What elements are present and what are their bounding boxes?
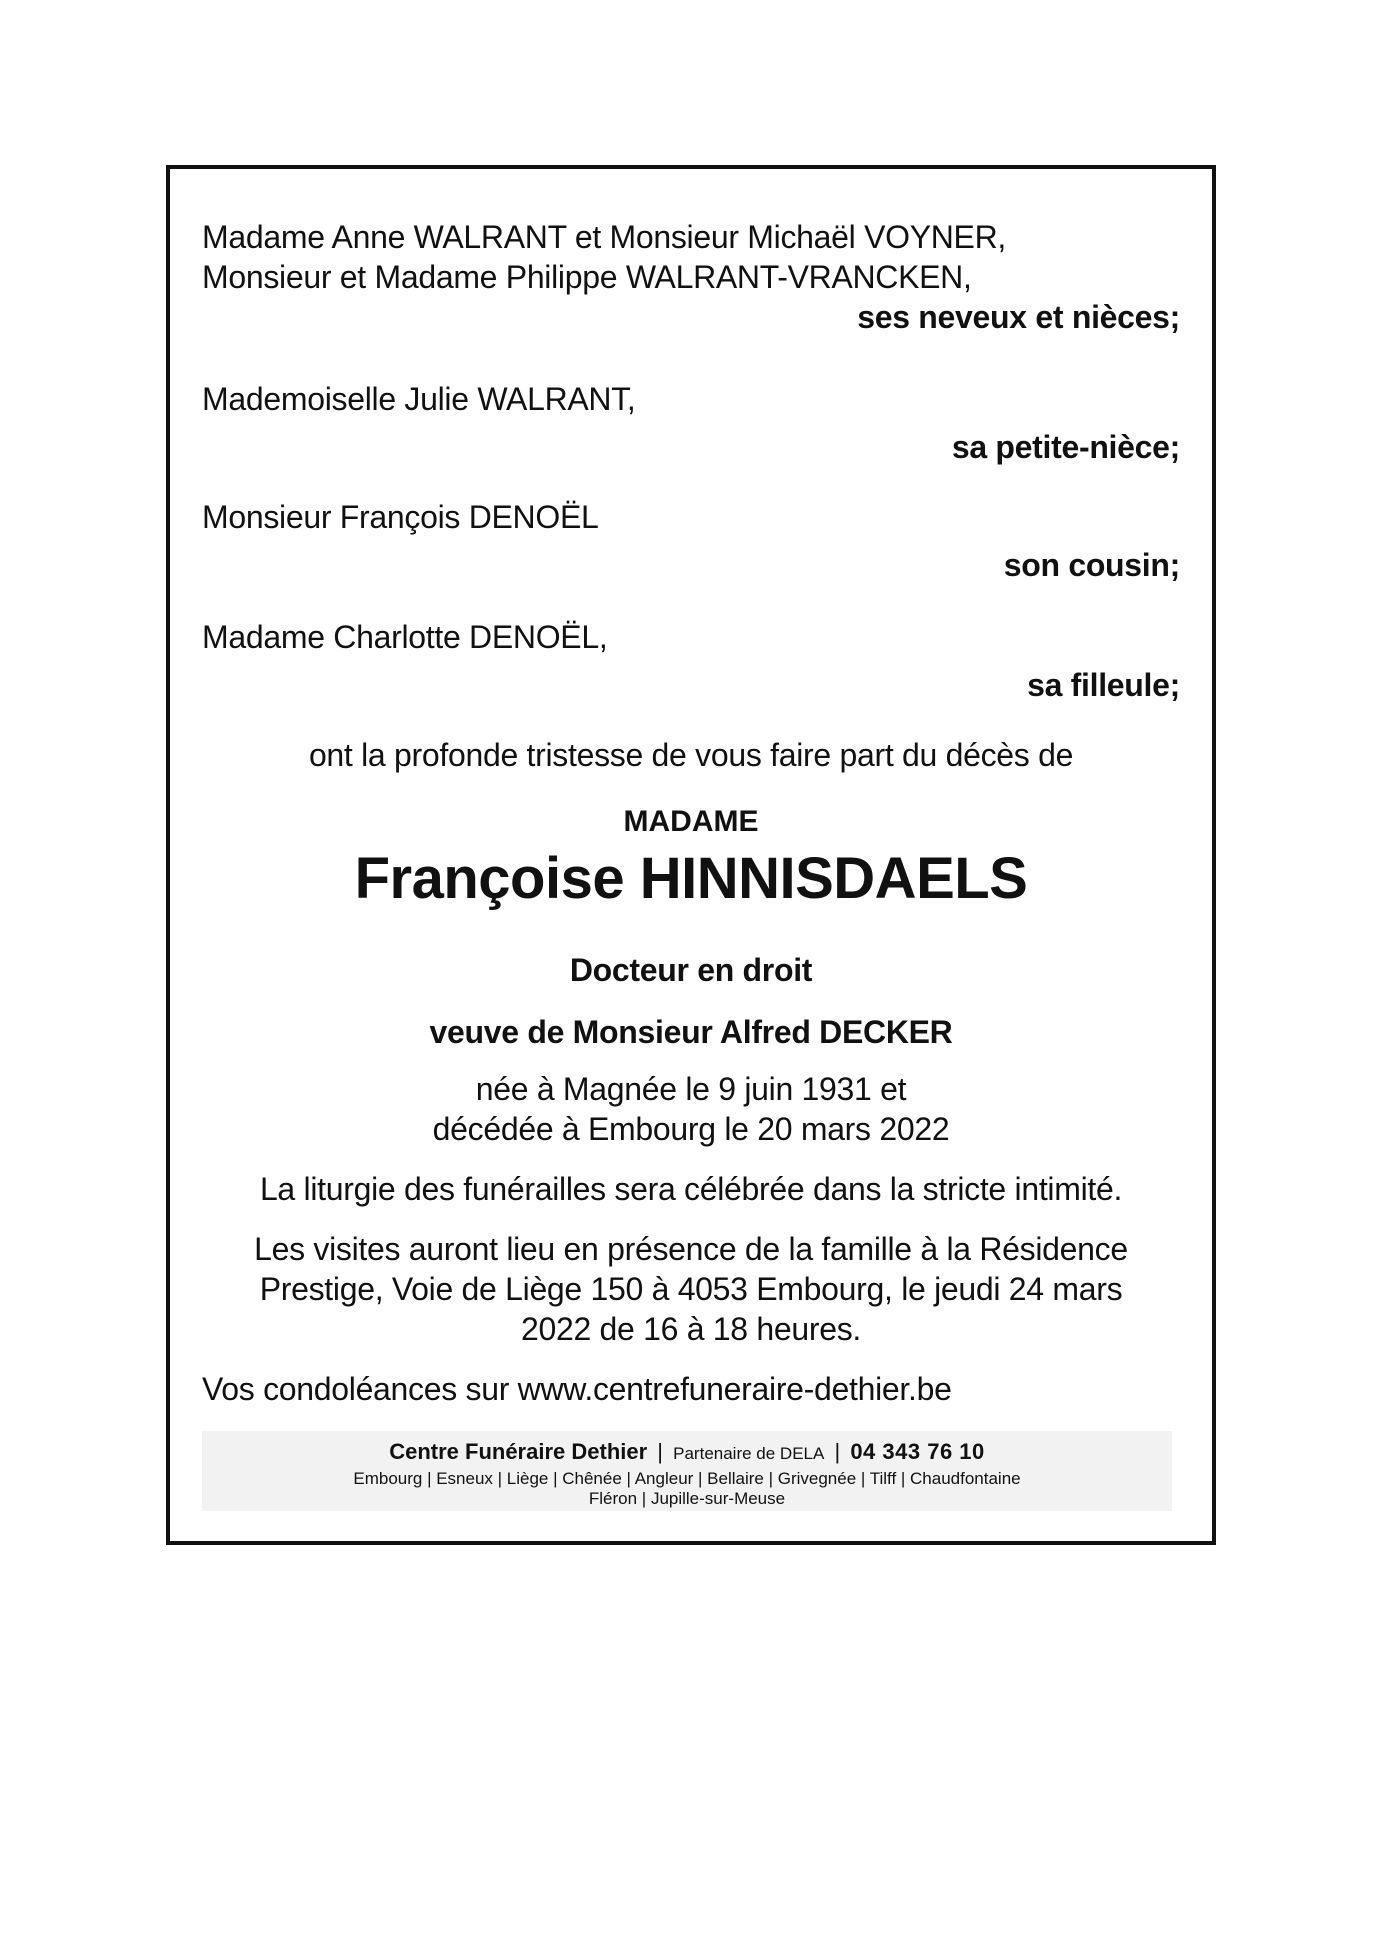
funeral-home-phone: 04 343 76 10	[850, 1439, 985, 1464]
family-relation: son cousin;	[1003, 547, 1180, 583]
family-group-goddaughter	[202, 617, 1180, 705]
family-name-line: Madame Charlotte DENOËL,	[202, 619, 608, 655]
death-notice	[166, 165, 1216, 1545]
family-relation: sa petite-nièce;	[951, 429, 1180, 465]
deceased-title: Docteur en droit	[569, 952, 813, 988]
funeral-home-locations: Embourg | Esneux | Liège | Chênée | Angleur | Bellaire | Grivegnée | Tilff | Chaudfontaine	[353, 1469, 1021, 1488]
deceased-spouse: veuve de Monsieur Alfred DECKER	[429, 1014, 953, 1050]
family-group-grandniece	[202, 379, 1180, 467]
family-name-line: Mademoiselle Julie WALRANT,	[202, 381, 636, 417]
family-group-cousin	[202, 497, 1180, 585]
family-name-line: Madame Anne WALRANT et Monsieur Michaël VOYNER,	[202, 219, 1006, 255]
family-name-line: Monsieur François DENOËL	[202, 499, 599, 535]
family-group-nephews	[202, 217, 1180, 337]
death-line: décédée à Embourg le 20 mars 2022	[432, 1111, 950, 1147]
deceased-name: Françoise HINNISDAELS	[354, 846, 1028, 911]
birth-line: née à Magnée le 9 juin 1931 et	[475, 1071, 907, 1107]
separator: |	[657, 1439, 664, 1464]
condolences-website: Vos condoléances sur www.centrefuneraire-dethier.be	[202, 1371, 952, 1407]
announcement-intro: ont la profonde tristesse de vous faire part du décès de	[308, 737, 1074, 773]
funeral-home-footer	[202, 1431, 1172, 1511]
visits-line: 2022 de 16 à 18 heures.	[520, 1311, 862, 1347]
funeral-home-name: Centre Funéraire Dethier	[389, 1439, 648, 1464]
funeral-home-locations: Fléron | Jupille-sur-Meuse	[588, 1489, 786, 1508]
family-name-line: Monsieur et Madame Philippe WALRANT-VRANCKEN,	[202, 259, 972, 295]
deceased-honorific: MADAME	[623, 805, 759, 838]
family-relation: ses neveux et nièces;	[857, 299, 1180, 335]
liturgy-text: La liturgie des funérailles sera célébrée dans la stricte intimité.	[259, 1171, 1123, 1207]
family-relation: sa filleule;	[1027, 667, 1180, 703]
visits-line: Les visites auront lieu en présence de la famille à la Résidence	[254, 1231, 1128, 1267]
funeral-home-partner: Partenaire de DELA	[673, 1444, 825, 1463]
visits-line: Prestige, Voie de Liège 150 à 4053 Embourg, le jeudi 24 mars	[259, 1271, 1123, 1307]
separator: |	[834, 1439, 841, 1464]
funeral-home-header	[202, 1439, 1172, 1465]
